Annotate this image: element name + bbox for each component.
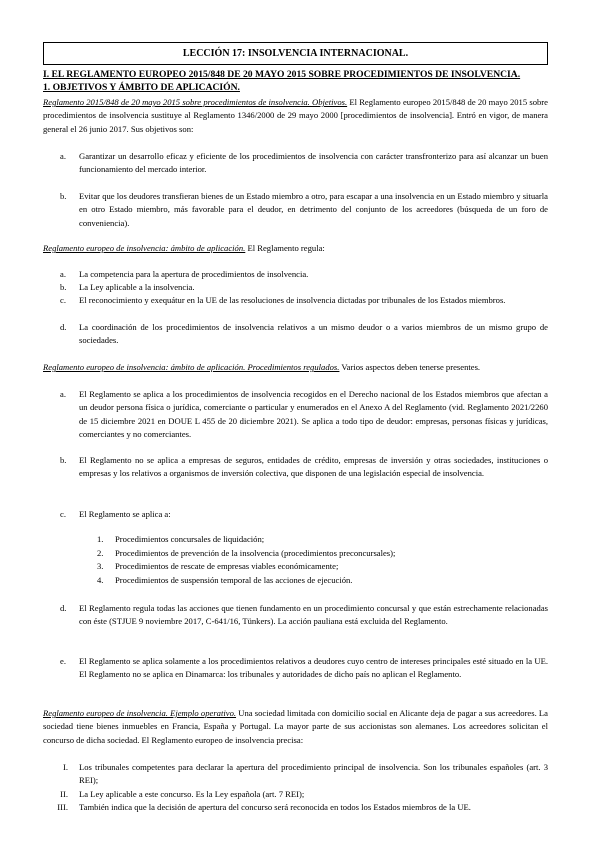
roman-marker: III. (57, 802, 68, 812)
objectives-lead: Reglamento 2015/848 de 20 mayo 2015 sobre procedimientos de insolvencia. Objetivos. (43, 97, 348, 107)
list-item: El reconocimiento y exequátur en la UE de las resoluciones de insolvencia dictadas por tribunales de los Estados miembros. (79, 295, 506, 305)
list-item: Los tribunales competentes para declarar la apertura del procedimiento principal de insolvencia. Son los tribunales españoles (art. 3 REI); (79, 762, 548, 786)
list-item: Evitar que los deudores transfieran bienes de un Estado miembro a otro, para escapar a una insolvencia en un Estado miembro y situarla en otro Estado miembro, más favorable para el deudor, en detrimento del conjunto de los acreedores (búsqueda de un foro de conveniencia). (79, 191, 548, 228)
sublist-item: Procedimientos concursales de liquidación; (115, 534, 265, 544)
roman-marker: I. (62, 762, 68, 772)
list-marker: a. (60, 389, 66, 399)
roman-marker: II. (60, 789, 68, 799)
list-item: El Reglamento se aplica a los procedimientos de insolvencia recogidos en el Derecho nacional de los Estados miembros que afectan a un deudor persona física o jurídica, comerciante o particular y enumerados en el Anexo A del Reglamento (vid. Reglamento 2021/2260 de 15 diciembre 2021 en DOUE L 455 de 20 diciembre 2021). Se aplica a todo tipo de deudor: empresas, personas físicas y jurídicas, comerciantes y no comerciantes. (79, 389, 548, 439)
list-item: El Reglamento se aplica a: (79, 509, 171, 519)
scope-text: El Reglamento regula: (245, 243, 325, 253)
list-marker: b. (60, 282, 67, 292)
list-item: El Reglamento no se aplica a empresas de seguros, entidades de crédito, empresas de inversión y otras sociedades, instituciones o empresas y los relativos a organismos de inversión colectiva, que disponen de una legislación especial de insolvencia. (79, 455, 548, 479)
procedures-paragraph (43, 361, 548, 374)
scope-lead: Reglamento europeo de insolvencia: ámbito de aplicación. (43, 243, 246, 253)
scope-paragraph (43, 242, 548, 255)
list-marker: c. (60, 509, 66, 519)
sublist-item: Procedimientos de prevención de la insolvencia (procedimientos preconcursales); (115, 548, 396, 558)
list-marker: a. (60, 269, 66, 279)
example-text: Una sociedad limitada con domicilio social en Alicante deja de pagar a sus acreedores. La sociedad tiene bienes inmuebles en Francia, España y Portugal. La mayor parte de sus accionistas son alemanes. Los acreedores solicitan el concurso de dicha sociedad. El Reglamento europeo de insolvencia precisa: (43, 708, 548, 745)
example-lead: Reglamento europeo de insolvencia. Ejemplo operativo. (43, 708, 237, 718)
list-marker: b. (60, 191, 67, 201)
list-item: La Ley aplicable a la insolvencia. (79, 282, 195, 292)
list-item: El Reglamento regula todas las acciones que tienen fundamento en un procedimiento concursal y que están estrechamente relacionadas con éste (STJUE 9 noviembre 2017, C-641/16, Tünkers). La acción pauliana está excluida del Reglamento. (79, 603, 548, 627)
lesson-title: LECCIÓN 17: INSOLVENCIA INTERNACIONAL. (43, 42, 548, 65)
list-item: Garantizar un desarrollo eficaz y eficiente de los procedimientos de insolvencia con carácter transfronterizo para así alcanzar un buen funcionamiento del mercado interior. (79, 151, 548, 175)
list-item: El Reglamento se aplica solamente a los procedimientos relativos a deudores cuyo centro de intereses principales esté situado en la UE. El Reglamento no se aplica en Dinamarca: los tribunales y autoridades de dicho país no aplican el Reglamento. (79, 656, 548, 680)
list-marker: b. (60, 455, 67, 465)
sublist-item: Procedimientos de suspensión temporal de las acciones de ejecución. (115, 575, 353, 585)
sublist-marker: 1. (97, 534, 104, 544)
list-marker: d. (60, 322, 67, 332)
list-item: También indica que la decisión de apertura del concurso será reconocida en todos los Estados miembros de la UE. (79, 802, 471, 812)
procedures-text: Varios aspectos deben tenerse presentes. (339, 362, 481, 372)
example-paragraph (43, 707, 548, 747)
list-item: La coordinación de los procedimientos de insolvencia relativos a un mismo deudor o a varios miembros de un mismo grupo de sociedades. (79, 322, 548, 346)
objectives-paragraph (43, 96, 548, 136)
sublist-marker: 3. (97, 561, 104, 571)
list-item: La competencia para la apertura de procedimientos de insolvencia. (79, 269, 309, 279)
section-heading-1: I. EL REGLAMENTO EUROPEO 2015/848 DE 20 MAYO 2015 SOBRE PROCEDIMIENTOS DE INSOLVENCIA. (43, 69, 521, 80)
procedures-lead: Reglamento europeo de insolvencia: ámbito de aplicación. Procedimientos regulados. (43, 362, 340, 372)
sublist-marker: 4. (97, 575, 104, 585)
list-marker: e. (60, 656, 66, 666)
objectives-text: El Reglamento europeo 2015/848 de 20 mayo 2015 sobre procedimientos de insolvencia sustituye al Reglamento 1346/2000 de 29 mayo 2000 [procedimientos de insolvencia]. Entró en vigor, de manera general el 26 junio 2017. Sus objetivos son: (43, 97, 548, 134)
list-marker: a. (60, 151, 66, 161)
sublist-marker: 2. (97, 548, 104, 558)
list-marker: c. (60, 295, 66, 305)
sublist-item: Procedimientos de rescate de empresas viables económicamente; (115, 561, 339, 571)
list-item: La Ley aplicable a este concurso. Es la Ley española (art. 7 REI); (79, 789, 305, 799)
list-marker: d. (60, 603, 67, 613)
section-heading-2: 1. OBJETIVOS Y ÁMBITO DE APLICACIÓN. (43, 82, 240, 93)
